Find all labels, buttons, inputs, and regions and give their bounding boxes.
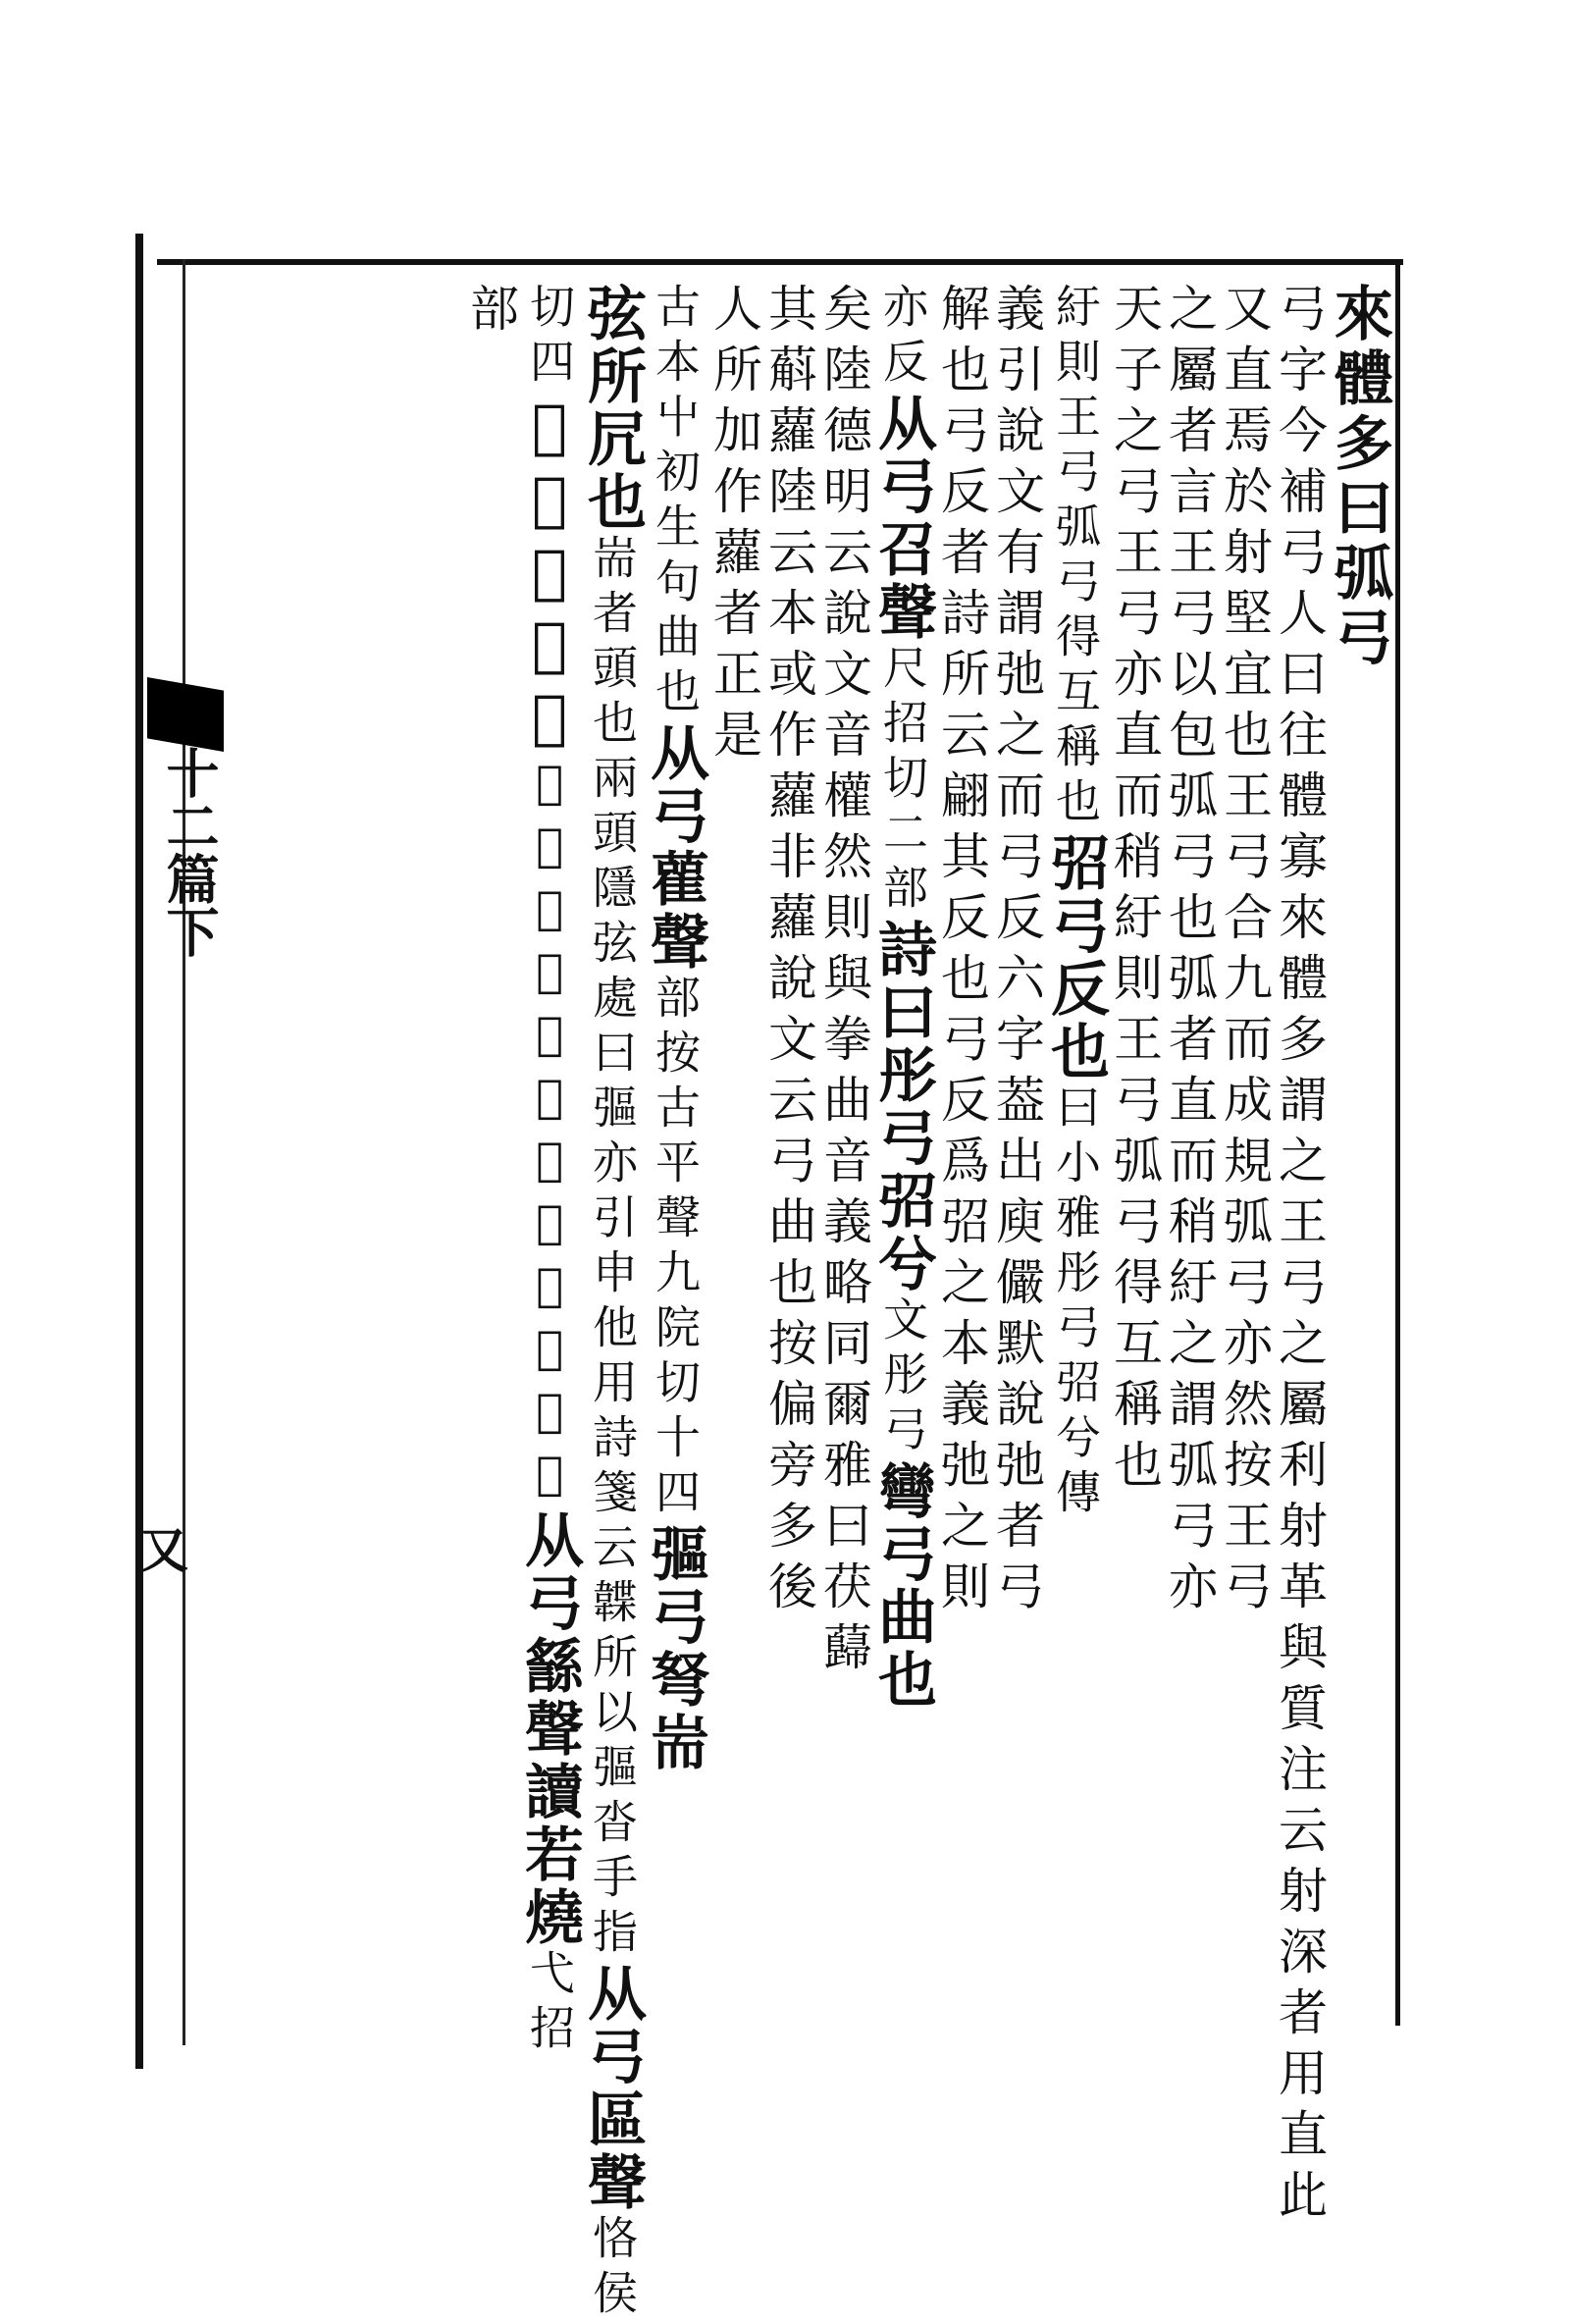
commentary-text: 文彤弓 [876,1295,929,1460]
text-column-3 [1217,283,1272,2030]
commentary-text: 部按古平聲九院切十四 [649,974,702,1523]
commentary-text: 矣陸德明云說文音權然則與拳曲音義略同爾雅曰茯蘬 [815,283,872,1682]
commentary-text: 亦反 [876,283,929,393]
text-column-7 [989,283,1044,2030]
commentary-text: 其蔛蘿陸云本或作蘿非蘿說文云弓曲也按偏旁多後 [760,283,817,1621]
commentary-text: 切四 [523,283,576,393]
text-column-10 [816,283,871,2030]
top-border-rule [157,259,1403,265]
headword-text: 彄弓弩耑 [641,1523,709,1774]
commentary-text: 曰小雅彤弓弨兮傳 [1049,1083,1102,1523]
commentary-text: 弋招 [523,1949,576,2059]
fold-mark: 又 [139,1521,188,1579]
headword-text: 弨弓反也 [1041,832,1110,1083]
text-column-5 [1107,283,1162,2030]
headword-text: 弦所凥也 [578,283,647,534]
left-border-rule [135,234,143,2069]
commentary-text: 紆則王弓弧弓得互稱也 [1049,283,1102,832]
commentary-text: 弓字今補弓人曰往體寡來體多謂之王弓之屬利射革與質注云射深者用直此 [1271,283,1328,2230]
text-columns [228,283,1393,2324]
fish-tail-mark [147,677,224,752]
text-column-14 [578,283,647,2324]
commentary-text: 又直焉於射堅宜也王弓合九而成規弧弓亦然按王弓 [1216,283,1273,1621]
commentary-text: 人所加作蘿者正是 [706,283,762,769]
commentary-text: 𢑚之言由也所謂自由自便也 [523,756,576,1509]
commentary-text: 部 [462,283,519,343]
commentary-text: 尺招切二部 [876,644,929,919]
fold-line [183,259,185,2045]
text-column-2 [1271,283,1328,2230]
text-column-16 [463,283,518,2030]
text-column-13 [641,283,709,2030]
text-column-9 [868,283,937,2030]
chapter-caption: 十二篇下 [158,746,221,958]
right-border-rule [1395,259,1400,2026]
headword-text: 从弓雚聲 [641,722,709,974]
headword-text: 彎弓曲也 [868,1460,937,1712]
text-column-4 [1162,283,1217,2030]
commentary-text: 解也弓反者詩所云翩其反也弓反爲弨之本義弛之則 [933,283,990,1621]
commentary-text: 義引說文有謂弛之而弓反六字葢出庾儼默說弛者弓 [988,283,1045,1621]
headword-text: 从弓䌛聲讀若燒 [515,1509,584,1949]
headword-text: 从弓區聲 [578,1963,647,2214]
headword-text: 从弓召聲 [868,393,937,644]
commentary-text: 耑者頭也兩頭隱弦處曰彄亦引申他用詩箋云韘所以彄沓手指 [586,534,639,1963]
text-column-6 [1041,283,1110,2030]
headword-text: 詩曰彤弓弨兮 [868,919,937,1295]
headword-text: 𢑚弓便利也 [515,393,584,756]
text-column-1 [1327,283,1391,2030]
text-column-15 [515,283,584,2059]
commentary-text: 恪侯 [586,2214,639,2324]
text-column-11 [761,283,816,2030]
text-column-12 [706,283,761,2030]
text-column-8 [934,283,989,2030]
headword-text: 來體多曰弧弓 [1325,283,1393,671]
commentary-text: 天子之弓王弓亦直而稍紆則王弓弧弓得互稱也 [1106,283,1163,1500]
commentary-text: 之屬者言王弓以包弧弓也弧者直而稍紆之謂弧弓亦 [1161,283,1218,1621]
commentary-text: 古本屮初生句曲也 [649,283,702,722]
